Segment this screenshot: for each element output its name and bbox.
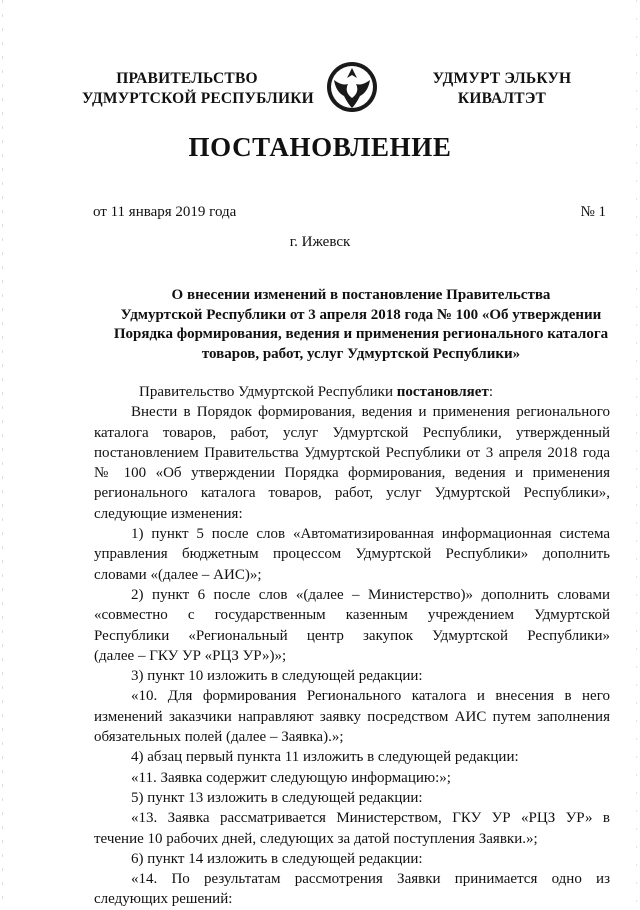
- document-kind: ПОСТАНОВЛЕНИЕ: [188, 132, 452, 162]
- body-line: «14. По результатам рассмотрения Заявки принимается одно из: [131, 871, 610, 888]
- body-line: «совместно с государственным казенным учреждением Удмуртской: [94, 607, 610, 624]
- body-line: изменений заказчики направляют заявку посредством АИС путем заполнения: [94, 708, 610, 725]
- intro-prefix: Правительство Удмуртской Республики: [139, 384, 397, 400]
- title-line: О внесении изменений в постановление Правительства: [171, 287, 551, 303]
- document-body: [94, 382, 610, 910]
- title-line: Порядка формирования, ведения и применения регионального каталога: [113, 326, 609, 342]
- title-line: товаров, работ, услуг Удмуртской Республики»: [201, 345, 521, 362]
- intro-keyword: постановляет: [396, 384, 489, 400]
- body-line: 2) пункт 6 после слов «(далее – Министерство)» дополнить словами: [131, 586, 610, 603]
- body-line: 1) пункт 5 после слов «Автоматизированная информационная система: [131, 526, 610, 543]
- body-line: (далее – ГКУ УР «РЦЗ УР»)»;: [94, 647, 287, 664]
- title-line: Удмуртской Республики от 3 апреля 2018 года № 100 «Об утверждении: [120, 306, 602, 323]
- body-line: Внести в Порядок формирования, ведения и применения регионального: [131, 404, 610, 421]
- body-line: «11. Заявка содержит следующую информацию:»;: [131, 769, 451, 786]
- body-line: Республики «Региональный центр закупок Удмуртской Республики»: [94, 627, 610, 644]
- document-city: г. Ижевск: [289, 234, 351, 250]
- body-intro: [94, 382, 610, 402]
- header-government-udm: [402, 69, 602, 109]
- body-line: 5) пункт 13 изложить в следующей редакции:: [131, 789, 423, 806]
- header-left-line-1: ПРАВИТЕЛЬСТВО: [116, 70, 258, 87]
- body-line: «10. Для формирования Регионального каталога и внесения в него: [131, 688, 610, 705]
- body-line: регионального каталога товаров, работ, услуг Удмуртской Республики»,: [94, 485, 610, 502]
- header-right-line-1: УДМУРТ ЭЛЬКУН: [432, 70, 572, 87]
- document-number: № 1: [580, 204, 606, 220]
- body-line: постановлением Правительства Удмуртской Республики от 3 апреля 2018 года: [94, 444, 610, 461]
- body-line: следующих решений:: [94, 891, 233, 908]
- body-line: 4) абзац первый пункта 11 изложить в следующей редакции:: [131, 749, 519, 766]
- intro-suffix: :: [488, 384, 493, 400]
- body-line: обязательных полей (далее – Заявка).»;: [94, 729, 344, 746]
- body-line: 6) пункт 14 изложить в следующей редакции:: [131, 850, 423, 867]
- udmurt-coat-of-arms-icon: [326, 58, 378, 116]
- body-line: № 100 «Об утверждении Порядка формирования, ведения и применения: [94, 465, 610, 482]
- body-line: управления бюджетным процессом Удмуртской Республики» дополнить: [94, 546, 610, 563]
- body-line: следующие изменения:: [94, 505, 243, 522]
- header-left-line-2: УДМУРТСКОЙ РЕСПУБЛИКИ: [82, 90, 314, 107]
- body-line: каталога товаров, работ, услуг Удмуртской Республики, утвержденный: [94, 424, 610, 441]
- body-line: 3) пункт 10 изложить в следующей редакции:: [131, 668, 423, 685]
- header-government-ru: [82, 69, 314, 109]
- body-line: «13. Заявка рассматривается Министерством, ГКУ УР «РЦЗ УР» в: [131, 810, 610, 827]
- body-line: течение 10 рабочих дней, следующих за датой поступления Заявки.»;: [94, 830, 538, 847]
- body-line: словами «(далее – АИС)»;: [94, 566, 262, 583]
- header-right-line-2: КИВАЛТЭТ: [457, 90, 547, 107]
- document-date: от 11 января 2019 года: [93, 204, 237, 220]
- document-title: [100, 286, 622, 364]
